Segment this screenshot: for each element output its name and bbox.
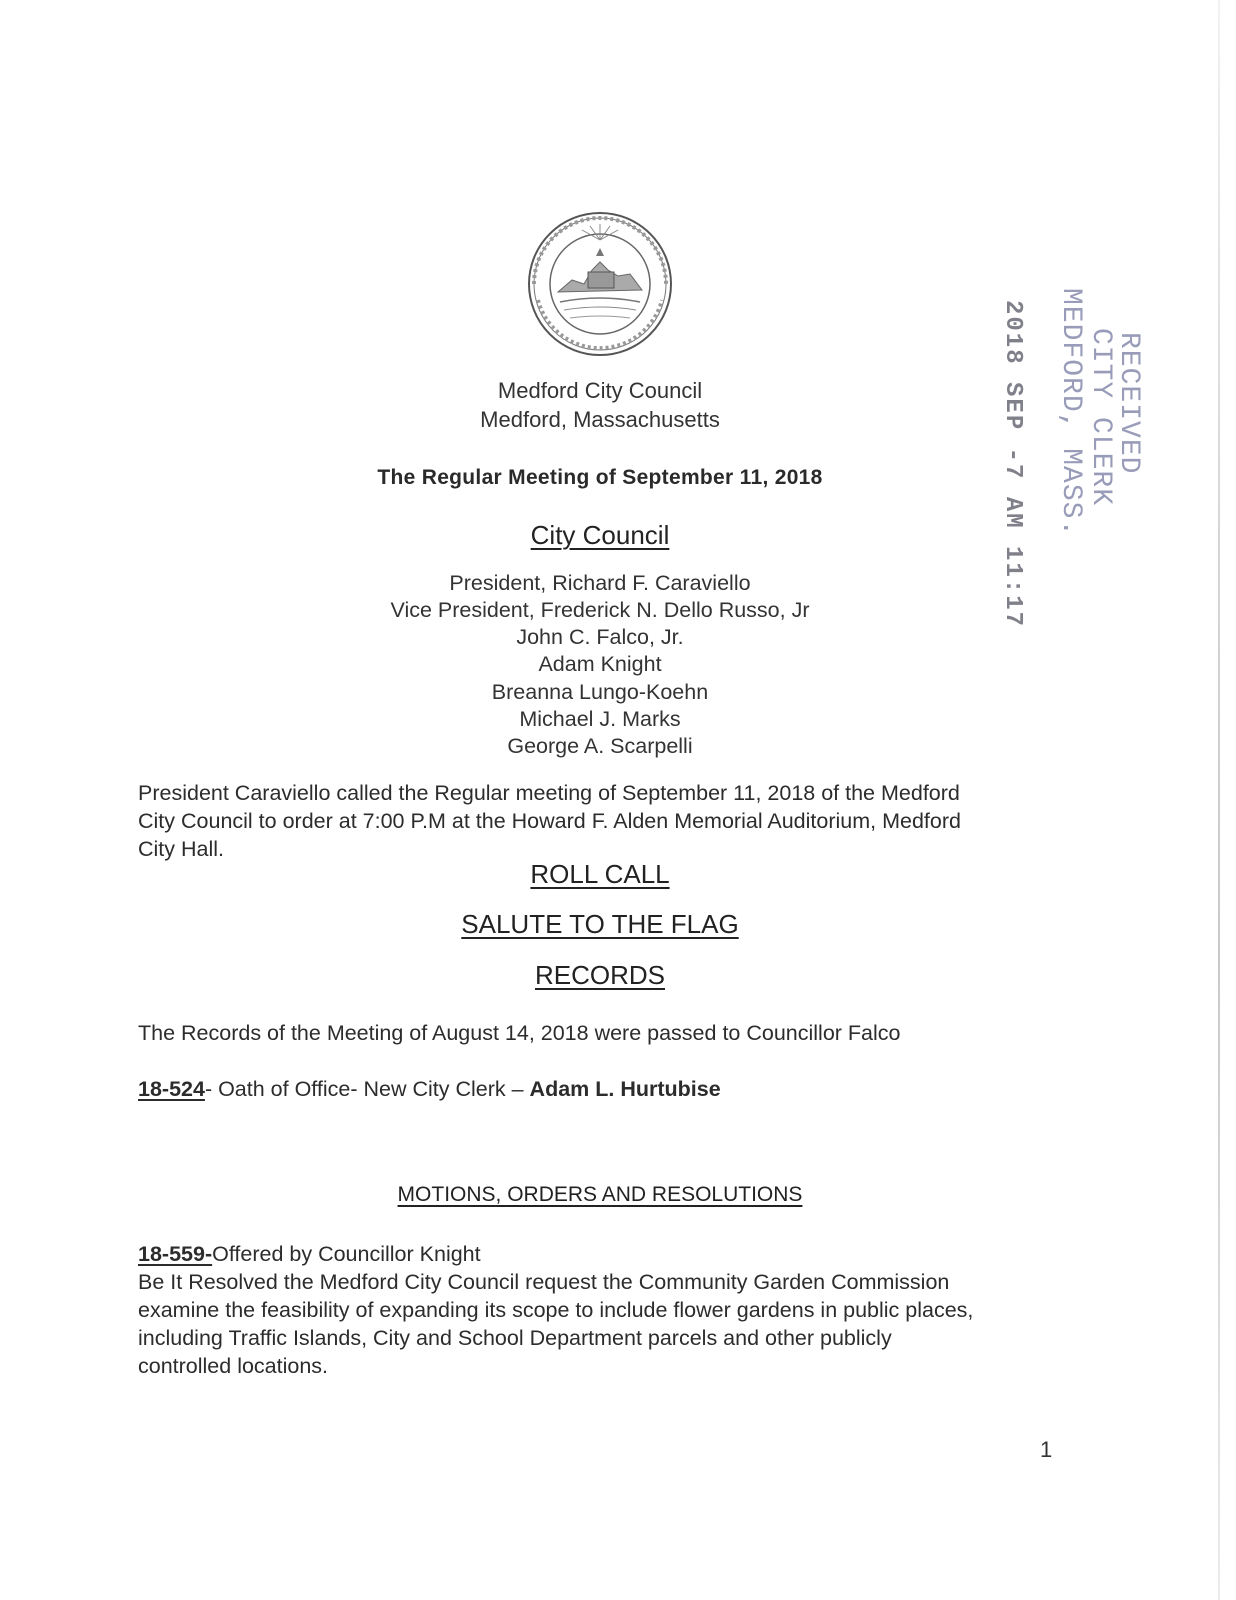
member-marks: Michael J. Marks [519, 707, 681, 731]
stamp-line-city-clerk: CITY CLERK [1085, 328, 1116, 507]
item-18-524-text: - Oath of Office- New City Clerk – [204, 1077, 530, 1101]
records-heading-text: RECORDS [534, 960, 665, 990]
roll-call-heading-text: ROLL CALL [530, 859, 670, 889]
roll-call-heading [0, 859, 1200, 890]
item-18-524 [138, 1075, 1078, 1103]
meeting-title: The Regular Meeting of September 11, 2018 [377, 466, 823, 489]
item-18-524-name: Adam L. Hurtubise [529, 1077, 721, 1101]
council-heading [0, 520, 1200, 551]
item-18-559-offered-line [138, 1240, 1078, 1268]
page-number: 1 [1040, 1437, 1053, 1462]
item-18-559-offered: Offered by Councillor Knight [212, 1242, 481, 1266]
member-vice-president: Vice President, Frederick N. Dello Russo, Jr [390, 598, 810, 622]
item-18-559-line-4: controlled locations. [138, 1354, 329, 1378]
member-knight: Adam Knight [538, 652, 662, 676]
item-18-559-line-2: examine the feasibility of expanding its scope to include flower gardens in public places, [138, 1298, 974, 1322]
intro-line-2: City Council to order at 7:00 P.M at the Howard F. Alden Memorial Auditorium, Medford [138, 809, 961, 833]
item-18-524-ref: 18-524 [138, 1077, 205, 1101]
stamp-line-medford: MEDFORD, MASS. [1055, 288, 1086, 538]
item-18-559 [138, 1240, 1078, 1380]
member-scarpelli: George A. Scarpelli [507, 734, 693, 758]
records-text: The Records of the Meeting of August 14, 2018 were passed to Councillor Falco [138, 1021, 901, 1045]
council-heading-text: City Council [530, 520, 670, 550]
motions-heading-text: MOTIONS, ORDERS AND RESOLUTIONS [397, 1183, 803, 1206]
records-heading [0, 960, 1200, 991]
intro-line-3: City Hall. [138, 837, 225, 861]
member-lungo-koehn: Breanna Lungo-Koehn [491, 680, 709, 704]
stamp-line-received: RECEIVED [1113, 332, 1144, 475]
member-president: President, Richard F. Caraviello [449, 571, 751, 595]
city-seal-icon [526, 210, 674, 358]
item-18-559-line-3: including Traffic Islands, City and School Department parcels and other publicly [138, 1326, 892, 1350]
stamp-line-date: 2018 SEP -7 AM 11:17 [999, 300, 1026, 629]
org-name: Medford City Council [497, 378, 703, 403]
item-18-559-line-1: Be It Resolved the Medford City Council request the Community Garden Commission [138, 1270, 950, 1294]
salute-heading-text: SALUTE TO THE FLAG [461, 909, 739, 939]
intro-paragraph [138, 779, 1078, 863]
item-18-559-ref: 18-559- [138, 1242, 213, 1266]
salute-heading [0, 909, 1200, 940]
member-falco: John C. Falco, Jr. [516, 625, 684, 649]
intro-line-1: President Caraviello called the Regular meeting of September 11, 2018 of the Medford [138, 781, 960, 805]
org-location: Medford, Massachusetts [480, 407, 720, 432]
scan-edge [1218, 0, 1220, 1600]
motions-heading [0, 1183, 1200, 1207]
